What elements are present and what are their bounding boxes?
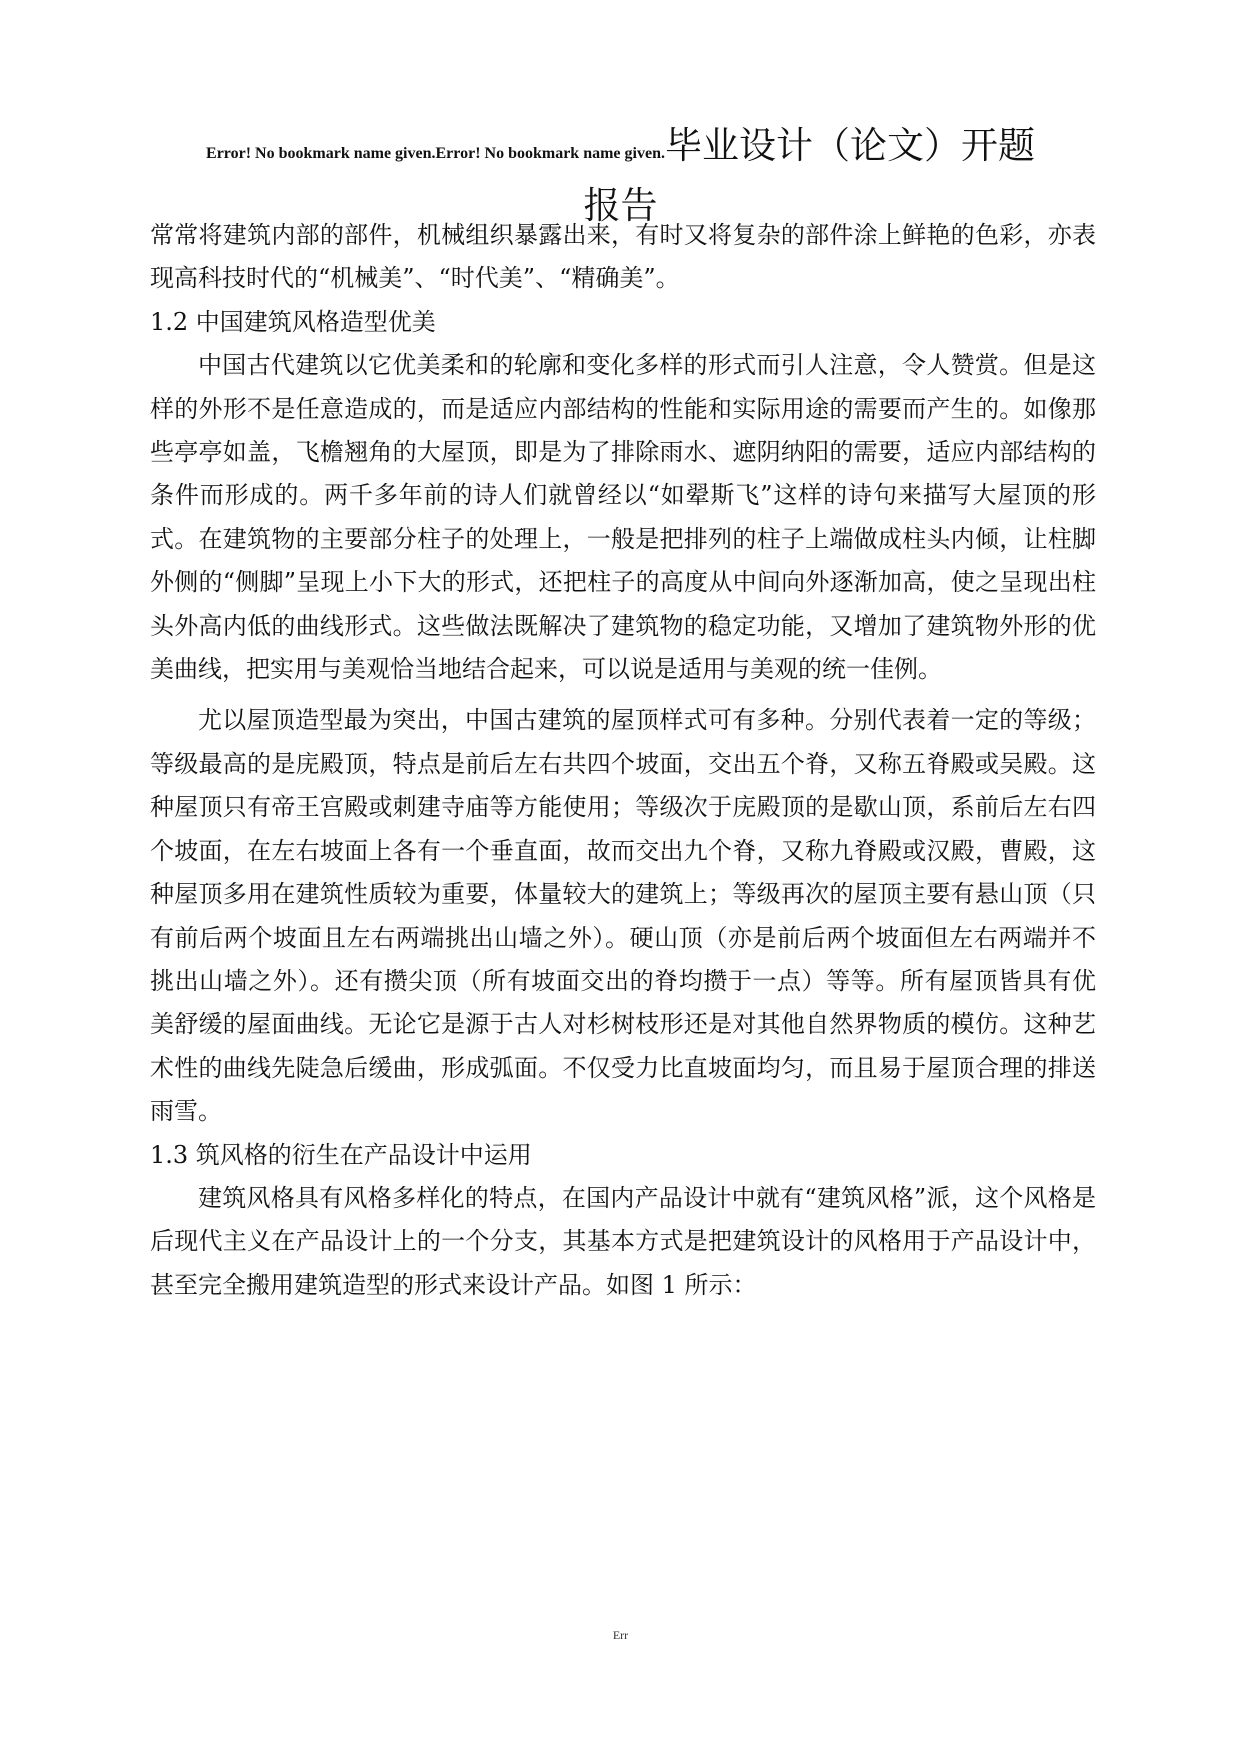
- report-title-part-2: 报告: [583, 184, 658, 227]
- paragraph: 尤以屋顶造型最为突出，中国古建筑的屋顶样式可有多种。分别代表着一定的等级；等级最高的是庑殿顶，特点是前后左右共四个坡面，交出五个脊，又称五脊殿或吴殿。这种屋顶只有帝王宫殿或刺建寺庙等方能使用；等级次于庑殿顶的是歇山顶，系前后左右四个坡面，在左右坡面上各有一个垂直面，故而交出九个脊，又称九脊殿或汉殿，曹殿，这种屋顶多用在建筑性质较为重要，体量较大的建筑上；等级再次的屋顶主要有悬山顶（只有前后两个坡面且左右两端挑出山墙之外）。硬山顶（亦是前后两个坡面但左右两端并不挑出山墙之外）。还有攒尖顶（所有坡面交出的脊均攒于一点）等等。所有屋顶皆具有优美舒缓的屋面曲线。无论它是源于古人对杉树枝形还是对其他自然界物质的模仿。这种艺术性的曲线先陡急后缓曲，形成弧面。不仅受力比直坡面均匀，而且易于屋顶合理的排送雨雪。: [150, 706, 1096, 1126]
- section-heading-1-3: 1.3 筑风格的衍生在产品设计中运用: [150, 1140, 532, 1169]
- section-heading-1-2: 1.2 中国建筑风格造型优美: [150, 307, 436, 336]
- paragraph-continuation: 常常将建筑内部的部件，机械组织暴露出来，有时又将复杂的部件涂上鲜艳的色彩，亦表现高科技时代的“机械美”、“时代美”、“精确美”。: [150, 221, 1096, 293]
- page-footer: Err: [612, 1628, 629, 1642]
- paragraph-gap: [150, 691, 1096, 699]
- paragraph: 中国古代建筑以它优美柔和的轮廓和变化多样的形式而引人注意，令人赞赏。但是这样的外形不是任意造成的，而是适应内部结构的性能和实际用途的需要而产生的。如像那些亭亭如盖，飞檐翘角的大屋顶，即是为了排除雨水、遮阴纳阳的需要，适应内部结构的条件而形成的。两千多年前的诗人们就曾经以“如翚斯飞”这样的诗句来描写大屋顶的形式。在建筑物的主要部分柱子的处理上，一般是把排列的柱子上端做成柱头内倾，让柱脚外侧的“侧脚”呈现上小下大的形式，还把柱子的高度从中间向外逐渐加高，使之呈现出柱头外高内低的曲线形式。这些做法既解决了建筑物的稳定功能，又增加了建筑物外形的优美曲线，把实用与美观恰当地结合起来，可以说是适用与美观的统一佳例。: [150, 351, 1096, 684]
- document-body: [150, 214, 1096, 1307]
- header-line-1: [0, 118, 1241, 182]
- paragraph: 建筑风格具有风格多样化的特点，在国内产品设计中就有“建筑风格”派，这个风格是后现代主义在产品设计上的一个分支，其基本方式是把建筑设计的风格用于产品设计中，甚至完全搬用建筑造型的形式来设计产品。如图 1 所示：: [150, 1183, 1096, 1299]
- bookmark-error-text: Error! No bookmark name given.Error! No bookmark name given.: [206, 145, 665, 162]
- report-title-part-1: 毕业设计（论文）开题: [664, 124, 1035, 167]
